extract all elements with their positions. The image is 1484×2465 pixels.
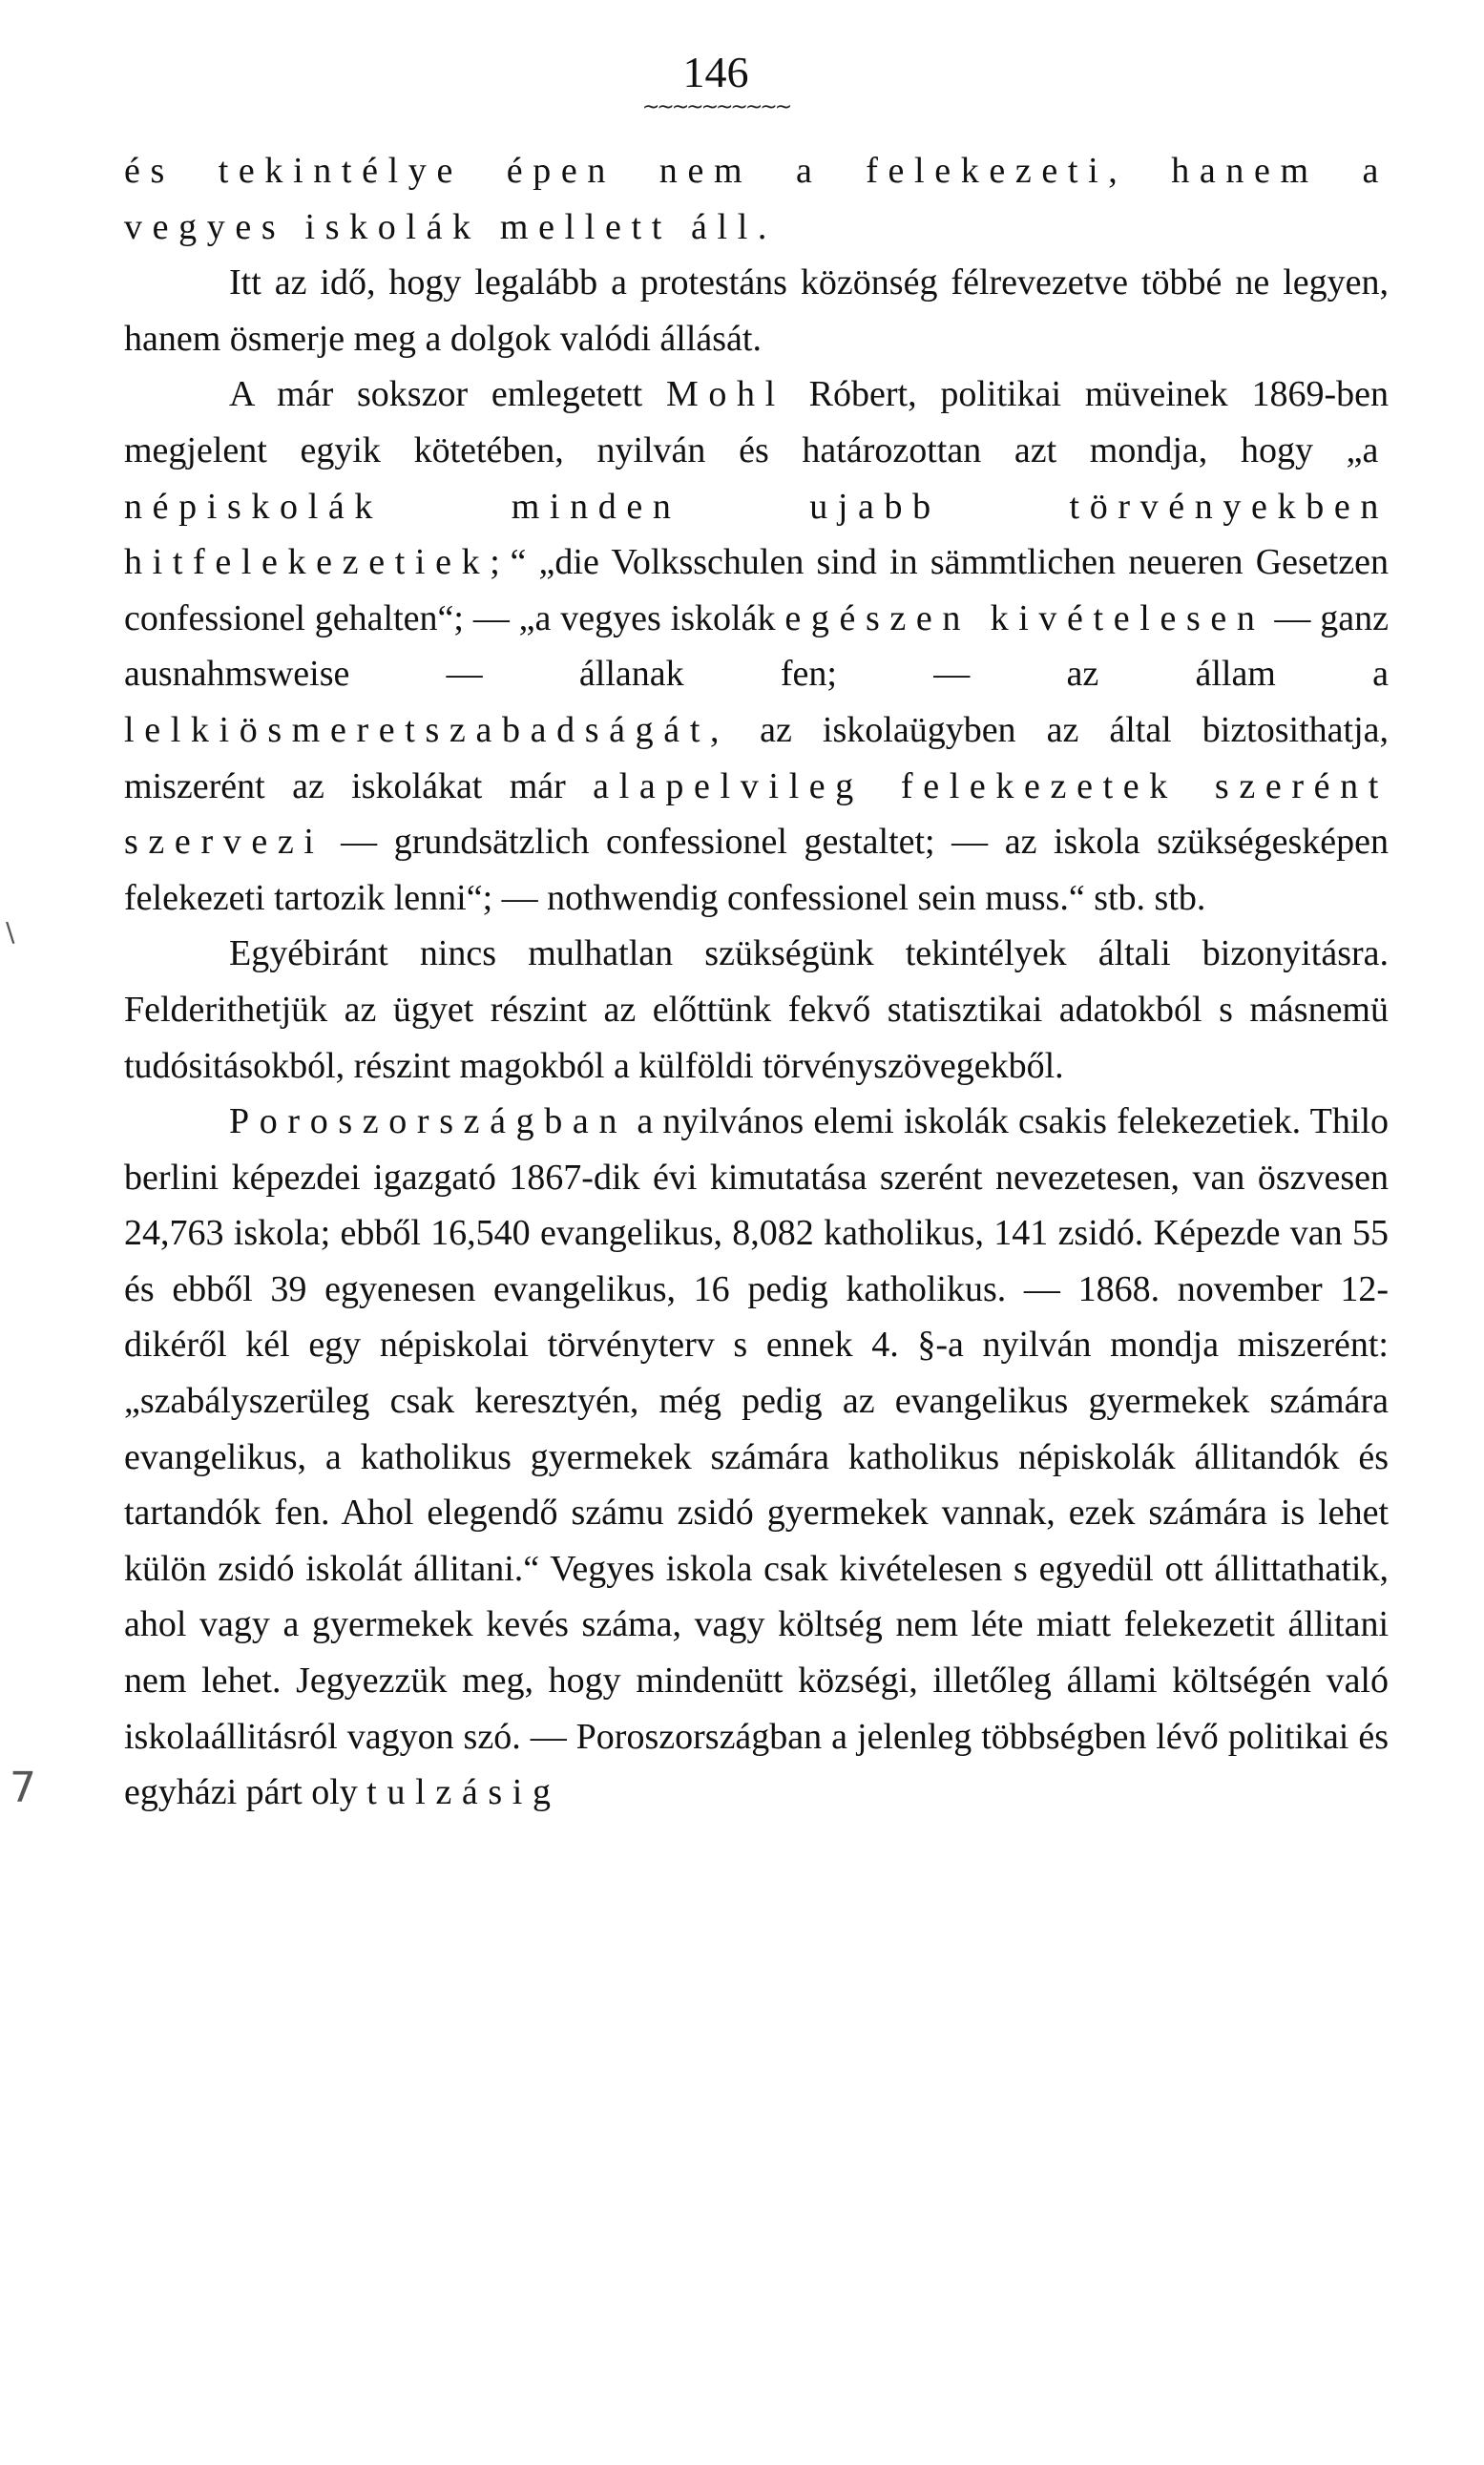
- text-run: — grundsätzlich confessionel gestaltet; — az iskola szükségesképen felekezeti tartozik lenni“; — nothwendig confessionel sein muss.“ stb. stb.: [124, 822, 1389, 918]
- emphasis-run: a népiskolák minden ujabb törvényekben hitfelekezetiek;: [124, 429, 1389, 583]
- text-run: Itt az idő, hogy legalább a protestáns közönség félrevezetve többé ne legyen, hanem ösmerje meg a dolgok valódi állását.: [124, 262, 1389, 359]
- emphasis-run: tulzásig: [366, 1772, 561, 1813]
- margin-mark-lower: 7: [10, 1764, 36, 1812]
- text-run: Egyébiránt nincs mulhatlan szükségünk tekintélyek általi bizonyitásra. Felderithetjük az ügyet részint az előttünk fekvő statisztikai adatokból s másnemü tudósitásokból, részint magokból a külföldi törvényszövegekből.: [124, 933, 1389, 1086]
- page-header: [573, 46, 859, 119]
- text-run: “ „die Volksschulen sind in sämmtlichen neueren Gesetzen confessionel gehalten“; — „a vegyes iskolák: [124, 542, 1389, 638]
- paragraph-1: [124, 143, 1389, 255]
- text-run: a nyilvános elemi iskolák csakis felekezetiek. Thilo berlini képezdei igazgató 1867-dik évi kimutatása szerént nevezetesen, van öszvesen 24,763 iskola; ebből 16,540 evangelikus, 8,082 katholikus, 141 zsidó. Képezde van 55 és ebből 39 egyenesen evangelikus, 16 pedig katholikus. — 1868. november 12-dikéről kél egy népiskolai törvényterv s ennek 4. §-a nyilván mondja miszerént: „szabályszerüleg csak keresztyén, még pedig az evangelikus gyermekek számára evangelikus, a katholikus gyermekek számára katholikus népiskolák állitandók és tartandók fen. Ahol elegendő számu zsidó gyermekek vannak, ezek számára is lehet külön zsidó iskolát állitani.“ Vegyes iskola csak kivételesen s egyedül ott állittathatik, ahol vagy a gyermekek kevés száma, vagy költség nem léte miatt felekezetit állitani nem lehet. Jegyezzük meg, hogy mindenütt községi, illetőleg állami költségén való iskolaállitásról vagyon szó. — Poroszországban a jelenleg többségben lévő politikai és egyházi párt oly: [124, 1101, 1389, 1813]
- paragraph-2: [124, 255, 1389, 366]
- text-run: és tekintélye épen nem a felekezeti, hanem a vegyes iskolák mellett áll.: [124, 151, 1389, 247]
- emphasis-run: Poroszországban: [229, 1101, 628, 1142]
- paragraph-3: [124, 366, 1389, 926]
- text-run: az iskolaügyben az által biztosithatja, miszerént az iskolákat már: [124, 709, 1389, 806]
- emphasis-run: egészen kivételesen: [784, 597, 1265, 638]
- margin-mark-upper: \: [6, 916, 15, 948]
- text-run: A már sokszor emlegetett: [229, 374, 666, 415]
- body-text: [124, 143, 1389, 1821]
- paragraph-4: [124, 926, 1389, 1094]
- emphasis-run: Mohl: [665, 374, 785, 415]
- decorative-rule: ~~~~~~~~~~: [641, 95, 790, 119]
- emphasis-run: lelkiösmeretszabadságát,: [124, 709, 730, 750]
- paragraph-5: [124, 1094, 1389, 1821]
- text-run: — ganz ausnahmsweise — állanak fen; — az állam a: [124, 597, 1390, 695]
- page-number: 146: [682, 48, 749, 96]
- emphasis-run: alapelvileg felekezetek szerént szervezi: [124, 765, 1389, 863]
- text-run: Róbert, politikai müveinek 1869-ben megjelent egyik kötetében, nyilván és határozottan azt mondja, hogy „: [124, 374, 1389, 470]
